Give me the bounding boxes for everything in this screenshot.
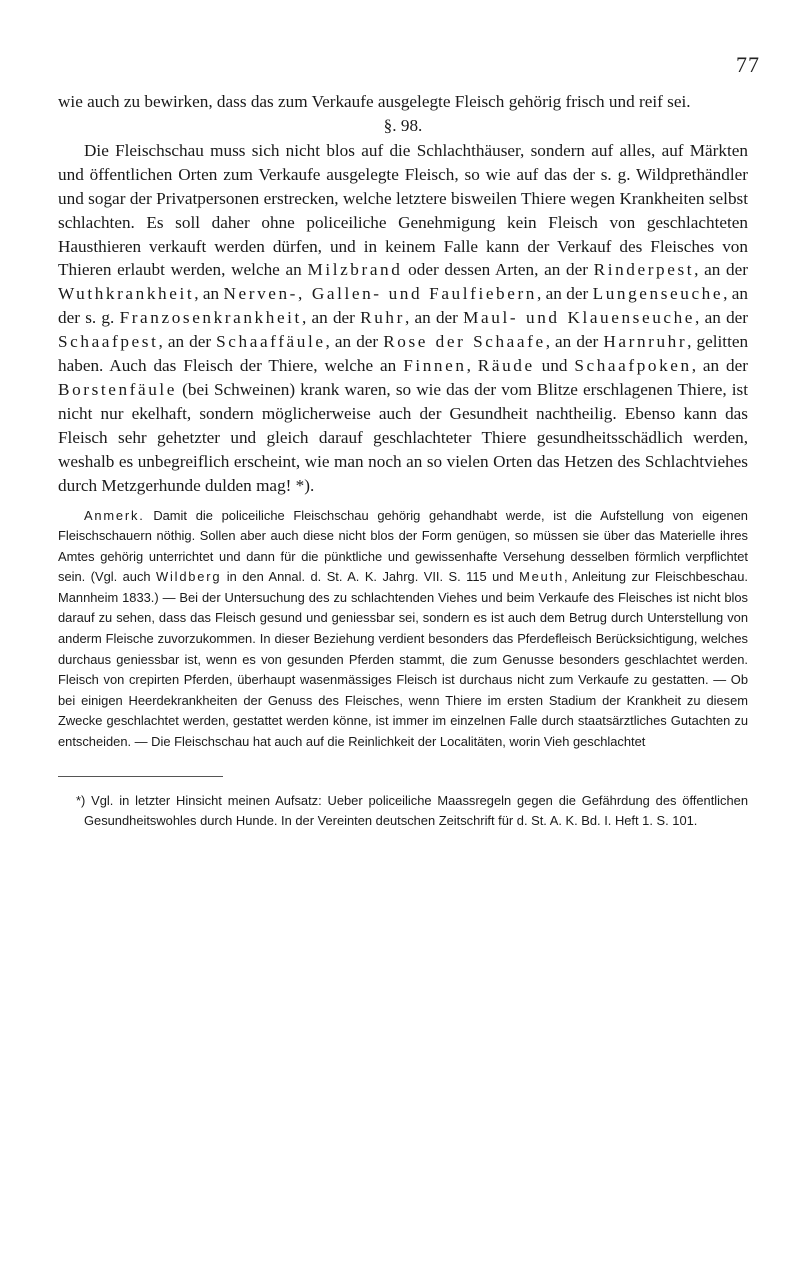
text-run: , an der — [694, 260, 749, 280]
disease-term: Nerven-, Gallen- und Faulfiebern — [223, 284, 537, 304]
text-run: , an der — [695, 308, 749, 328]
text-run: , an der — [325, 332, 379, 352]
footnote-text: Vgl. in letzter Hinsicht meinen Aufsatz: Ueber policeiliche Maassregeln gegen die Gefährdung des öffentlichen Gesundheitswohles durch Hunde. In der Vereinten deutschen Zeitschrift für d. St. A. K. Bd. I. Heft 1. S. 101. — [84, 792, 748, 829]
disease-term: Schaafpest — [58, 332, 159, 352]
text-run: , — [466, 356, 471, 376]
footnote-divider — [58, 776, 223, 777]
text-run: , an der — [691, 356, 749, 376]
text-run: Die Fleischschau muss sich nicht blos auf die Schlachthäuser, sondern auf alles, auf Märkten und öffentlichen Orten zum Verkaufe ausgelegte Fleisch, so wie auf das der s. g. Wildprethändler und sogar der Privatpersonen erstrecken, welche letztere bisweilen Thiere wegen Krankheiten selbst schlachten. Es soll daher ohne policeiliche Genehmigung kein Fleisch von geschlachteten Hausthieren verkauft werden dürfen, und in keinem Falle kann der Verkauf des Fleisches von Thieren erlaubt werden, welche an — [58, 140, 748, 280]
text-run: , an der — [404, 308, 458, 328]
annotation-note — [58, 506, 748, 753]
disease-term: Wuthkrankheit — [58, 284, 195, 304]
disease-term: Finnen — [403, 356, 467, 376]
disease-term: Räude — [477, 356, 535, 376]
paragraph-continued: wie auch zu bewirken, dass das zum Verkaufe ausgelegte Fleisch gehörig frisch und reif sei. — [58, 92, 691, 111]
disease-term: Lungenseuche — [592, 284, 724, 304]
text-run: , an der — [301, 308, 355, 328]
text-run: , an der — [158, 332, 212, 352]
disease-term: Maul- und Klauenseuche — [463, 308, 696, 328]
disease-term: Rose der Schaafe — [383, 332, 546, 352]
disease-term: Schaaffäule — [216, 332, 326, 352]
author-name: Meuth — [519, 569, 564, 585]
disease-term: Borstenfäule — [58, 379, 178, 399]
text-run: oder dessen Arten, an der — [408, 260, 588, 280]
text-run: , an der s. g. — [58, 284, 748, 328]
footnote — [58, 791, 748, 832]
text-run: (bei Schweinen) krank waren, so wie das der vom Blitze erschlagenen Thiere, ist nicht nur ekelhaft, sondern möglicherweise auch der Gesundheit nachtheilig. Ebenso kann das Fleisch sehr gehetzter und gleich darauf geschlachteter Thiere gesundheitsschädlich werden, weshalb es unbegreiflich erscheint, wie man noch an so vielen Orten das Hetzen des Schlachtviehes durch Metzgerhunde dulden mag! *). — [58, 379, 748, 495]
disease-term: Harnruhr — [603, 332, 688, 352]
author-name: Wildberg — [156, 569, 222, 585]
disease-term: Rinderpest — [593, 260, 695, 280]
text-run: , Anleitung zur Fleischbeschau. Mannheim 1833.) — Bei der Untersuchung des zu schlachtenden Viehes und beim Verkaufe des Fleisches ist nicht blos darauf zu sehen, dass das Fleisch gesund und geniessbar sei, sondern es ist auch dem Betrug durch Unterstellung von anderm Fleische zuvorzukommen. In dieser Beziehung verdient besonders das Pferdefleisch Berücksichtigung, welches durchaus geniessbar ist, wenn es von gesunden Pferden stammt, die zum Genusse besonders geschlachtet werden. Fleisch von crepirten Pferden, überhaupt wasenmässiges Fleisch ist durchaus nicht zum Verkaufe zu gestatten. — Ob bei einigen Heerdekrankheiten der Genuss des Fleisches, wenn Thiere im ersten Stadium der Krankheit zu diesem Zwecke geschlachtet werden, gestattet werden könne, ist immer im einzelnen Falle durch staatsärztliches Gutachten zu entscheiden. — Die Fleischschau hat auch auf die Reinlichkeit der Localitäten, worin Vieh geschlachtet — [58, 569, 748, 750]
section-heading: §. 98. — [383, 115, 423, 135]
text-run: , an der — [545, 332, 599, 352]
page-body — [58, 90, 748, 832]
page-number: 77 — [736, 52, 760, 77]
disease-term: Franzosenkrankheit — [119, 308, 302, 328]
text-run: Damit die policeiliche Fleischschau gehörig gehandhabt werde, ist die Aufstellung von eigenen Fleischschauern nöthig. Sollen aber auch diese nicht blos der Form genügen, so müssen sie über das Materielle ihres Amtes gehörig unterrichtet und dann für die pünktliche und gewissenhafte Versehung desselben förmlich verpflichtet sein. (Vgl. auch — [58, 507, 748, 585]
text-run: , an der — [537, 284, 589, 304]
paragraph-main — [58, 139, 748, 498]
text-run: in den Annal. d. St. A. K. Jahrg. VII. S. 115 und — [226, 569, 514, 585]
text-run: , gelitten haben. Auch das Fleisch der Thiere, welche an — [58, 332, 749, 376]
text-run: , an — [194, 284, 220, 304]
disease-term: Schaafpoken — [574, 356, 692, 376]
footnote-mark: *) — [76, 792, 86, 808]
disease-term: Milzbrand — [307, 260, 403, 280]
disease-term: Ruhr — [360, 308, 405, 328]
text-run: und — [541, 356, 568, 376]
note-label: Anmerk. — [84, 507, 145, 523]
